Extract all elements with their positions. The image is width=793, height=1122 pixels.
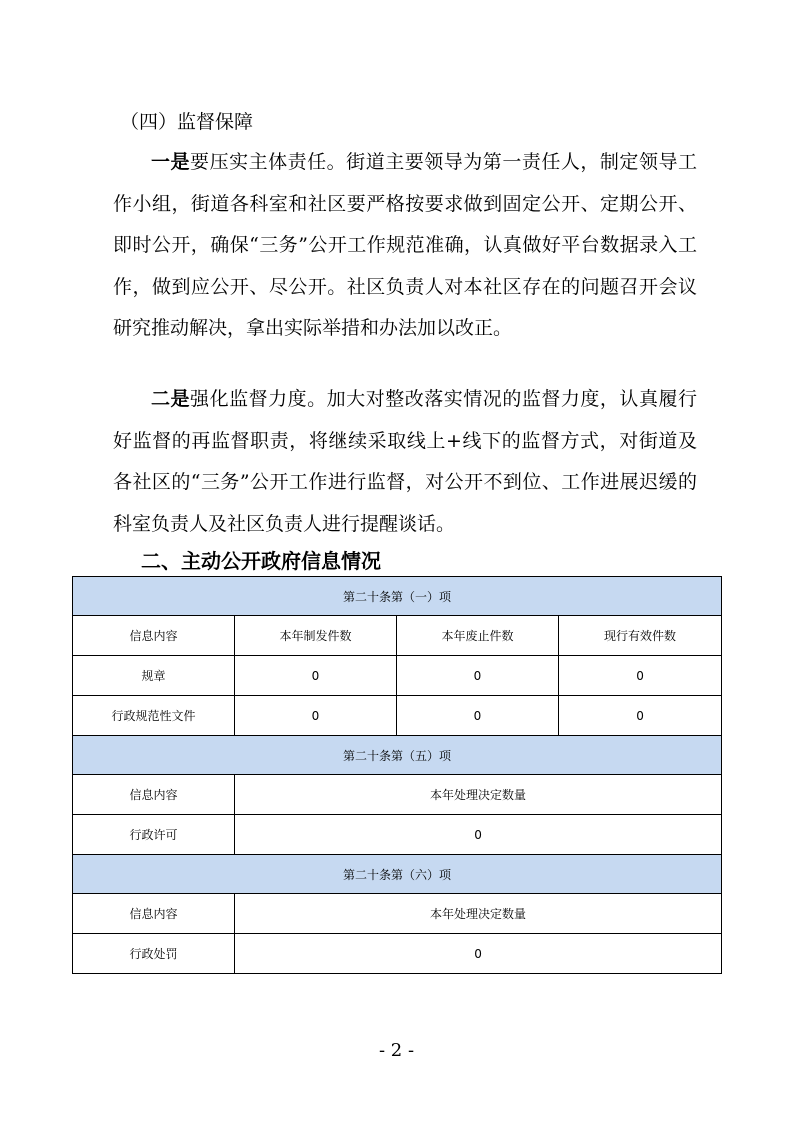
disclosure-table: [72, 576, 722, 974]
paragraph-1: [113, 142, 697, 350]
row-label: 规章: [73, 656, 235, 696]
table-section-header: [73, 855, 722, 894]
main-heading: 二、主动公开政府信息情况: [141, 549, 381, 573]
section-title-6: 第二十条第（六）项: [73, 855, 722, 894]
section-title-5: 第二十条第（五）项: [73, 736, 722, 775]
table-cell: 0: [397, 656, 559, 696]
table-cell: 0: [559, 656, 722, 696]
header-cell: 本年废止件数: [397, 616, 559, 656]
paragraph-2: [113, 379, 697, 545]
table-row: [73, 815, 722, 855]
table-section-header: [73, 577, 722, 616]
table-cell: 0: [235, 696, 397, 736]
header-cell: 本年处理决定数量: [235, 894, 722, 934]
section-heading: （四）监督保障: [120, 111, 254, 133]
table-row: [73, 656, 722, 696]
row-label: 行政许可: [73, 815, 235, 855]
table-row: [73, 894, 722, 934]
table-section-header: [73, 736, 722, 775]
table-cell: 0: [235, 815, 722, 855]
table-cell: 0: [235, 934, 722, 974]
paragraph-2-text: 强化监督力度。加大对整改落实情况的监督力度，认真履行好监督的再监督职责，将继续采取线上+线下的监督方式，对街道及各社区的“三务”公开工作进行监督，对公开不到位、工作进展迟缓的科室负责人及社区负责人进行提醒谈话。: [113, 388, 697, 535]
table-cell: 0: [235, 656, 397, 696]
header-cell: 信息内容: [73, 894, 235, 934]
header-cell: 本年处理决定数量: [235, 775, 722, 815]
page-number: - 2 -: [378, 1040, 415, 1061]
header-cell: 本年制发件数: [235, 616, 397, 656]
table-row: [73, 934, 722, 974]
table-cell: 0: [559, 696, 722, 736]
row-label: 行政处罚: [73, 934, 235, 974]
paragraph-1-text: 要压实主体责任。街道主要领导为第一责任人，制定领导工作小组，街道各科室和社区要严格按要求做到固定公开、定期公开、即时公开，确保“三务”公开工作规范准确，认真做好平台数据录入工作，做到应公开、尽公开。社区负责人对本社区存在的问题召开会议研究推动解决，拿出实际举措和办法加以改正。: [113, 151, 697, 340]
header-cell: 信息内容: [73, 616, 235, 656]
table-row: [73, 696, 722, 736]
header-cell: 信息内容: [73, 775, 235, 815]
header-cell: 现行有效件数: [559, 616, 722, 656]
table-cell: 0: [397, 696, 559, 736]
section-title-1: 第二十条第（一）项: [73, 577, 722, 616]
table-row: [73, 775, 722, 815]
row-label: 行政规范性文件: [73, 696, 235, 736]
table-row: [73, 616, 722, 656]
paragraph-1-lead: 一是: [151, 151, 191, 173]
paragraph-2-lead: 二是: [151, 388, 191, 410]
